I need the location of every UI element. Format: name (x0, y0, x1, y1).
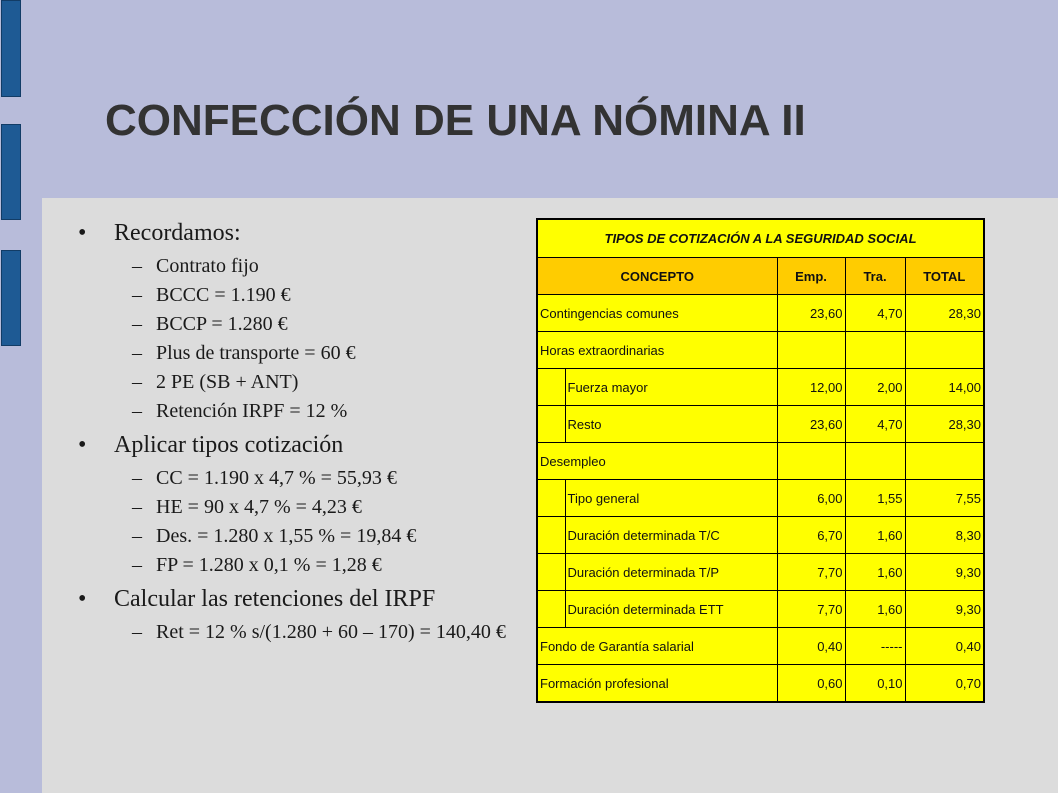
cell-emp: 0,60 (777, 665, 845, 703)
table-row (537, 591, 984, 628)
sub-bullet-item: – Ret = 12 % s/(1.280 + 60 – 170) = 140,40 € (78, 621, 518, 643)
cell-total (905, 332, 984, 369)
cell-concept: Duración determinada T/C (565, 517, 777, 554)
accent-bar-2 (1, 124, 21, 220)
table-row (537, 628, 984, 665)
cell-tra: ----- (845, 628, 905, 665)
cell-emp: 12,00 (777, 369, 845, 406)
cell-total (905, 443, 984, 480)
sub-bullet-item: – FP = 1.280 x 0,1 % = 1,28 € (78, 554, 518, 576)
cell-emp: 0,40 (777, 628, 845, 665)
column-header-tra: Tra. (845, 258, 905, 295)
cell-concept: Formación profesional (537, 665, 777, 703)
sub-bullet-item: – Contrato fijo (78, 255, 518, 277)
cell-tra (845, 443, 905, 480)
cell-total: 9,30 (905, 554, 984, 591)
table-row (537, 665, 984, 703)
cell-tra: 1,55 (845, 480, 905, 517)
cell-total: 9,30 (905, 591, 984, 628)
cell-tra: 1,60 (845, 517, 905, 554)
cell-tra (845, 332, 905, 369)
cell-emp: 6,70 (777, 517, 845, 554)
bullet-group-recordamos (78, 218, 518, 422)
cell-tra: 1,60 (845, 591, 905, 628)
cell-emp (777, 443, 845, 480)
table-row (537, 369, 984, 406)
slide-left-strip (0, 0, 42, 793)
table-row (537, 406, 984, 443)
indent-cell (537, 406, 565, 443)
cell-total: 7,55 (905, 480, 984, 517)
table-row (537, 332, 984, 369)
cell-emp: 6,00 (777, 480, 845, 517)
cell-total: 14,00 (905, 369, 984, 406)
table-caption: TIPOS DE COTIZACIÓN A LA SEGURIDAD SOCIAL (537, 219, 984, 258)
cell-concept: Contingencias comunes (537, 295, 777, 332)
indent-cell (537, 554, 565, 591)
cell-emp: 23,60 (777, 295, 845, 332)
cell-emp: 23,60 (777, 406, 845, 443)
cell-total: 28,30 (905, 406, 984, 443)
cell-tra: 0,10 (845, 665, 905, 703)
cell-total: 0,70 (905, 665, 984, 703)
cell-emp: 7,70 (777, 591, 845, 628)
table-row (537, 517, 984, 554)
cell-emp: 7,70 (777, 554, 845, 591)
cell-concept: Fondo de Garantía salarial (537, 628, 777, 665)
cell-concept: Desempleo (537, 443, 777, 480)
cell-concept: Duración determinada ETT (565, 591, 777, 628)
cell-total: 28,30 (905, 295, 984, 332)
table-row (537, 480, 984, 517)
sub-bullet-item: – Des. = 1.280 x 1,55 % = 19,84 € (78, 525, 518, 547)
column-header-total: TOTAL (905, 258, 984, 295)
table-caption-row (537, 219, 984, 258)
table-row (537, 554, 984, 591)
indent-cell (537, 591, 565, 628)
cell-total: 0,40 (905, 628, 984, 665)
cell-concept: Resto (565, 406, 777, 443)
sub-bullet-item: – HE = 90 x 4,7 % = 4,23 € (78, 496, 518, 518)
column-header-concepto: CONCEPTO (537, 258, 777, 295)
sub-bullet-item: – Plus de transporte = 60 € (78, 342, 518, 364)
slide-title: CONFECCIÓN DE UNA NÓMINA II (105, 96, 806, 145)
sub-bullet-item: – Retención IRPF = 12 % (78, 400, 518, 422)
bullet-item: • Recordamos: (78, 218, 518, 248)
cell-total: 8,30 (905, 517, 984, 554)
cell-concept: Fuerza mayor (565, 369, 777, 406)
cell-tra: 4,70 (845, 295, 905, 332)
bullet-group-aplicar (78, 430, 518, 576)
cell-concept: Duración determinada T/P (565, 554, 777, 591)
indent-cell (537, 369, 565, 406)
sub-bullet-item: – 2 PE (SB + ANT) (78, 371, 518, 393)
cell-emp (777, 332, 845, 369)
sub-bullet-item: – CC = 1.190 x 4,7 % = 55,93 € (78, 467, 518, 489)
bullet-item: • Aplicar tipos cotización (78, 430, 518, 460)
cell-tra: 4,70 (845, 406, 905, 443)
table-row (537, 295, 984, 332)
sub-bullet-item: – BCCC = 1.190 € (78, 284, 518, 306)
indent-cell (537, 480, 565, 517)
column-header-emp: Emp. (777, 258, 845, 295)
sub-bullet-item: – BCCP = 1.280 € (78, 313, 518, 335)
cell-concept: Horas extraordinarias (537, 332, 777, 369)
cell-concept: Tipo general (565, 480, 777, 517)
accent-bar-1 (1, 0, 21, 97)
indent-cell (537, 517, 565, 554)
bullet-group-calcular (78, 584, 518, 643)
table-row (537, 443, 984, 480)
bullet-item: • Calcular las retenciones del IRPF (78, 584, 518, 614)
bullet-list (78, 216, 518, 651)
table-header-row (537, 258, 984, 295)
accent-bar-3 (1, 250, 21, 346)
cotizacion-table (536, 218, 985, 703)
cell-tra: 2,00 (845, 369, 905, 406)
cell-tra: 1,60 (845, 554, 905, 591)
